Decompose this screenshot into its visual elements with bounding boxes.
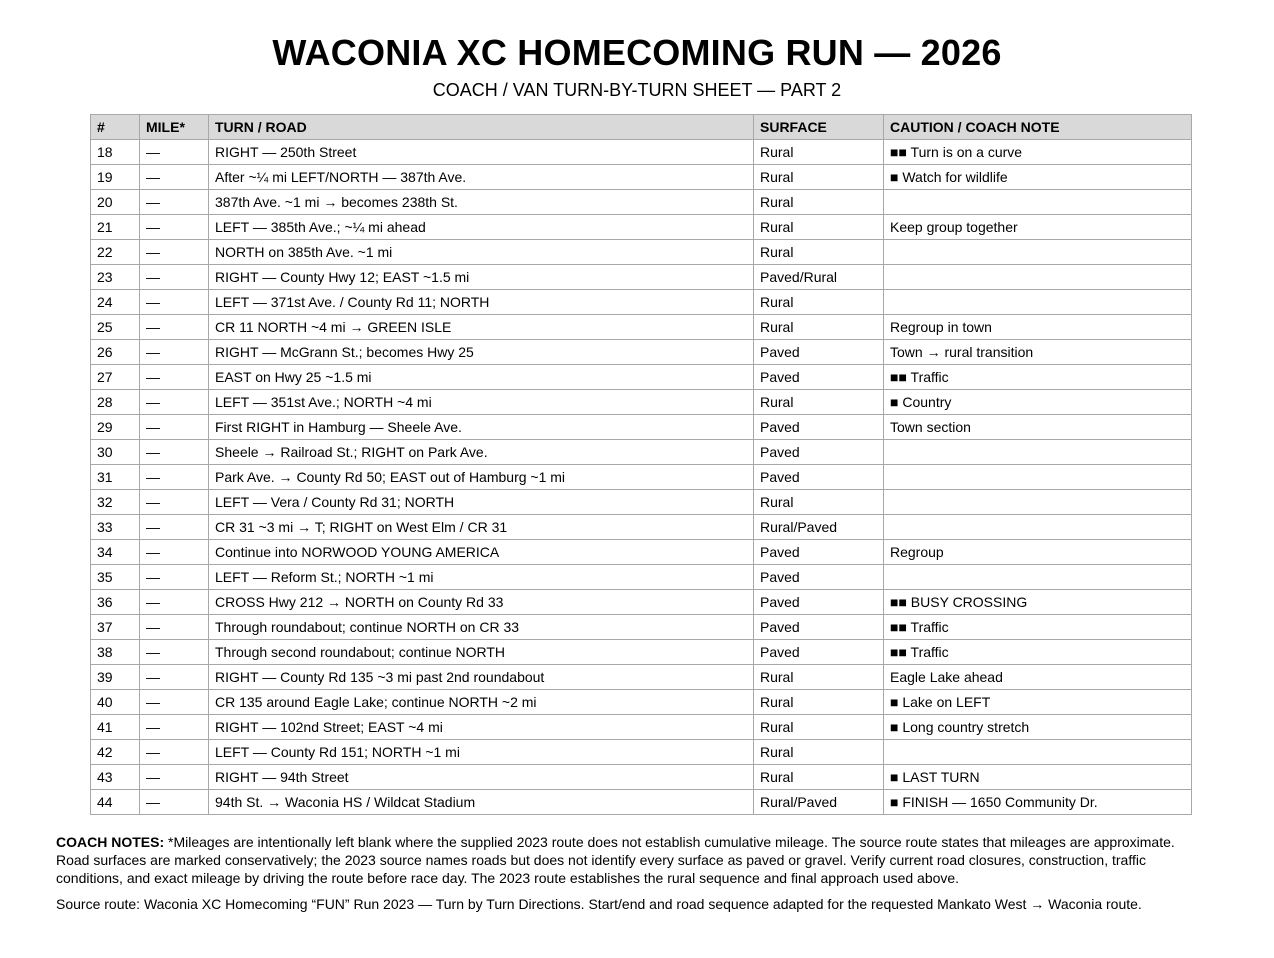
cell-caution-note: ■ FINISH — 1650 Community Dr.: [884, 790, 1192, 815]
cell-surface: Paved: [754, 340, 884, 365]
cell-number: 18: [91, 140, 140, 165]
cell-caution-note: [884, 515, 1192, 540]
cell-turn-road: LEFT — 371st Ave. / County Rd 11; NORTH: [209, 290, 754, 315]
cell-turn-road: LEFT — County Rd 151; NORTH ~1 mi: [209, 740, 754, 765]
cell-number: 22: [91, 240, 140, 265]
cell-surface: Rural: [754, 215, 884, 240]
cell-mile: —: [140, 165, 209, 190]
cell-number: 23: [91, 265, 140, 290]
cell-caution-note: [884, 290, 1192, 315]
table-row: [91, 665, 1192, 690]
table-row: [91, 690, 1192, 715]
page-title: WACONIA XC HOMECOMING RUN — 2026: [272, 32, 1002, 73]
cell-surface: Rural: [754, 490, 884, 515]
cell-turn-road: 387th Ave. ~1 mi → becomes 238th St.: [209, 190, 754, 215]
coach-notes-paragraph: [56, 833, 1206, 887]
table-row: [91, 790, 1192, 815]
cell-surface: Rural: [754, 390, 884, 415]
table-row: [91, 240, 1192, 265]
table-row: [91, 340, 1192, 365]
coach-notes-text: *Mileages are intentionally left blank where the supplied 2023 route does not establish cumulative mileage. The source route states that mileages are approximate. Road surfaces are marked conservatively; the 2023 source names roads but does not identify every surface as paved or gravel. Verify current road closures, construction, traffic conditions, and exact mileage by driving the route before race day. The 2023 route establishes the rural sequence and final approach used above.: [56, 834, 1175, 886]
cell-mile: —: [140, 390, 209, 415]
cell-mile: —: [140, 365, 209, 390]
table-row: [91, 315, 1192, 340]
table-row: [91, 590, 1192, 615]
cell-number: 42: [91, 740, 140, 765]
cell-number: 37: [91, 615, 140, 640]
cell-turn-road: LEFT — Vera / County Rd 31; NORTH: [209, 490, 754, 515]
table-row: [91, 215, 1192, 240]
cell-number: 32: [91, 490, 140, 515]
cell-surface: Rural: [754, 740, 884, 765]
cell-surface: Rural: [754, 240, 884, 265]
cell-caution-note: ■■ Traffic: [884, 640, 1192, 665]
cell-number: 27: [91, 365, 140, 390]
cell-number: 40: [91, 690, 140, 715]
cell-mile: —: [140, 415, 209, 440]
cell-caution-note: ■■ Traffic: [884, 615, 1192, 640]
cell-caution-note: Keep group together: [884, 215, 1192, 240]
table-row: [91, 265, 1192, 290]
cell-surface: Paved: [754, 615, 884, 640]
cell-caution-note: [884, 265, 1192, 290]
cell-number: 36: [91, 590, 140, 615]
cell-turn-road: RIGHT — 250th Street: [209, 140, 754, 165]
table-row: [91, 715, 1192, 740]
cell-mile: —: [140, 190, 209, 215]
table-row: [91, 165, 1192, 190]
table-header-row: [91, 115, 1192, 140]
cell-number: 25: [91, 315, 140, 340]
cell-mile: —: [140, 665, 209, 690]
cell-caution-note: [884, 465, 1192, 490]
cell-caution-note: Town section: [884, 415, 1192, 440]
cell-number: 33: [91, 515, 140, 540]
table-row: [91, 765, 1192, 790]
cell-turn-road: LEFT — 385th Ave.; ~¼ mi ahead: [209, 215, 754, 240]
cell-caution-note: [884, 565, 1192, 590]
cell-turn-road: First RIGHT in Hamburg — Sheele Ave.: [209, 415, 754, 440]
source-route-note: Source route: Waconia XC Homecoming “FUN” Run 2023 — Turn by Turn Directions. Start/end and road sequence adapted for the requested Mankato West → Waconia route.: [56, 896, 1142, 912]
cell-caution-note: Regroup in town: [884, 315, 1192, 340]
cell-turn-road: CROSS Hwy 212 → NORTH on County Rd 33: [209, 590, 754, 615]
cell-surface: Rural: [754, 765, 884, 790]
header-caution-note: CAUTION / COACH NOTE: [884, 115, 1192, 140]
cell-turn-road: EAST on Hwy 25 ~1.5 mi: [209, 365, 754, 390]
cell-mile: —: [140, 590, 209, 615]
cell-number: 44: [91, 790, 140, 815]
cell-surface: Paved: [754, 540, 884, 565]
cell-caution-note: [884, 490, 1192, 515]
cell-turn-road: CR 11 NORTH ~4 mi → GREEN ISLE: [209, 315, 754, 340]
cell-caution-note: Town → rural transition: [884, 340, 1192, 365]
table-row: [91, 740, 1192, 765]
cell-surface: Paved/Rural: [754, 265, 884, 290]
cell-caution-note: ■■ Turn is on a curve: [884, 140, 1192, 165]
cell-caution-note: ■ Country: [884, 390, 1192, 415]
table-row: [91, 515, 1192, 540]
cell-surface: Rural: [754, 165, 884, 190]
cell-mile: —: [140, 315, 209, 340]
cell-turn-road: LEFT — Reform St.; NORTH ~1 mi: [209, 565, 754, 590]
header-number: #: [91, 115, 140, 140]
cell-surface: Paved: [754, 415, 884, 440]
cell-turn-road: 94th St. → Waconia HS / Wildcat Stadium: [209, 790, 754, 815]
cell-surface: Rural: [754, 315, 884, 340]
cell-number: 29: [91, 415, 140, 440]
cell-mile: —: [140, 765, 209, 790]
cell-mile: —: [140, 540, 209, 565]
table-row: [91, 465, 1192, 490]
cell-turn-road: Sheele → Railroad St.; RIGHT on Park Ave.: [209, 440, 754, 465]
cell-turn-road: Through roundabout; continue NORTH on CR 33: [209, 615, 754, 640]
cell-caution-note: Regroup: [884, 540, 1192, 565]
cell-surface: Paved: [754, 365, 884, 390]
cell-caution-note: ■ Long country stretch: [884, 715, 1192, 740]
coach-notes: [56, 833, 1206, 913]
cell-number: 43: [91, 765, 140, 790]
table-row: [91, 365, 1192, 390]
turn-by-turn-table: [90, 114, 1192, 815]
cell-turn-road: RIGHT — 102nd Street; EAST ~4 mi: [209, 715, 754, 740]
cell-number: 31: [91, 465, 140, 490]
cell-mile: —: [140, 240, 209, 265]
cell-surface: Paved: [754, 565, 884, 590]
table-row: [91, 565, 1192, 590]
cell-surface: Paved: [754, 440, 884, 465]
cell-surface: Paved: [754, 590, 884, 615]
cell-mile: —: [140, 465, 209, 490]
cell-surface: Rural/Paved: [754, 515, 884, 540]
cell-turn-road: RIGHT — McGrann St.; becomes Hwy 25: [209, 340, 754, 365]
table-body: [91, 140, 1192, 815]
cell-mile: —: [140, 740, 209, 765]
cell-number: 30: [91, 440, 140, 465]
cell-mile: —: [140, 340, 209, 365]
cell-mile: —: [140, 265, 209, 290]
cell-number: 26: [91, 340, 140, 365]
cell-caution-note: [884, 740, 1192, 765]
cell-surface: Paved: [754, 640, 884, 665]
cell-number: 20: [91, 190, 140, 215]
cell-surface: Rural: [754, 140, 884, 165]
cell-mile: —: [140, 615, 209, 640]
cell-mile: —: [140, 690, 209, 715]
cell-turn-road: LEFT — 351st Ave.; NORTH ~4 mi: [209, 390, 754, 415]
cell-number: 28: [91, 390, 140, 415]
cell-mile: —: [140, 640, 209, 665]
table-row: [91, 140, 1192, 165]
cell-surface: Rural: [754, 690, 884, 715]
coach-notes-label: COACH NOTES:: [56, 834, 165, 850]
cell-surface: Paved: [754, 465, 884, 490]
cell-mile: —: [140, 440, 209, 465]
cell-caution-note: ■ LAST TURN: [884, 765, 1192, 790]
cell-turn-road: CR 31 ~3 mi → T; RIGHT on West Elm / CR 31: [209, 515, 754, 540]
header-turn-road: TURN / ROAD: [209, 115, 754, 140]
table-row: [91, 440, 1192, 465]
table-row: [91, 490, 1192, 515]
cell-caution-note: [884, 240, 1192, 265]
cell-turn-road: RIGHT — County Hwy 12; EAST ~1.5 mi: [209, 265, 754, 290]
cell-surface: Rural: [754, 665, 884, 690]
cell-surface: Rural: [754, 290, 884, 315]
cell-number: 38: [91, 640, 140, 665]
cell-mile: —: [140, 565, 209, 590]
header-mile: MILE*: [140, 115, 209, 140]
cell-number: 35: [91, 565, 140, 590]
cell-mile: —: [140, 140, 209, 165]
cell-surface: Rural/Paved: [754, 790, 884, 815]
table-row: [91, 415, 1192, 440]
cell-caution-note: ■■ Traffic: [884, 365, 1192, 390]
table-row: [91, 390, 1192, 415]
cell-number: 19: [91, 165, 140, 190]
cell-mile: —: [140, 490, 209, 515]
cell-turn-road: CR 135 around Eagle Lake; continue NORTH ~2 mi: [209, 690, 754, 715]
cell-turn-road: After ~¼ mi LEFT/NORTH — 387th Ave.: [209, 165, 754, 190]
cell-caution-note: ■ Lake on LEFT: [884, 690, 1192, 715]
cell-turn-road: Continue into NORWOOD YOUNG AMERICA: [209, 540, 754, 565]
cell-surface: Rural: [754, 190, 884, 215]
table-row: [91, 290, 1192, 315]
table-row: [91, 640, 1192, 665]
table-row: [91, 190, 1192, 215]
table-row: [91, 615, 1192, 640]
cell-number: 24: [91, 290, 140, 315]
cell-number: 21: [91, 215, 140, 240]
cell-caution-note: Eagle Lake ahead: [884, 665, 1192, 690]
cell-turn-road: NORTH on 385th Ave. ~1 mi: [209, 240, 754, 265]
cell-caution-note: [884, 440, 1192, 465]
cell-mile: —: [140, 790, 209, 815]
cell-caution-note: [884, 190, 1192, 215]
cell-number: 39: [91, 665, 140, 690]
table-row: [91, 540, 1192, 565]
page-subtitle: COACH / VAN TURN-BY-TURN SHEET — PART 2: [432, 80, 842, 100]
cell-turn-road: RIGHT — County Rd 135 ~3 mi past 2nd roundabout: [209, 665, 754, 690]
cell-caution-note: ■■ BUSY CROSSING: [884, 590, 1192, 615]
cell-number: 41: [91, 715, 140, 740]
cell-turn-road: Park Ave. → County Rd 50; EAST out of Hamburg ~1 mi: [209, 465, 754, 490]
cell-mile: —: [140, 515, 209, 540]
cell-turn-road: RIGHT — 94th Street: [209, 765, 754, 790]
cell-caution-note: ■ Watch for wildlife: [884, 165, 1192, 190]
header-surface: SURFACE: [754, 115, 884, 140]
cell-turn-road: Through second roundabout; continue NORTH: [209, 640, 754, 665]
cell-mile: —: [140, 215, 209, 240]
cell-surface: Rural: [754, 715, 884, 740]
cell-number: 34: [91, 540, 140, 565]
cell-mile: —: [140, 290, 209, 315]
cell-mile: —: [140, 715, 209, 740]
